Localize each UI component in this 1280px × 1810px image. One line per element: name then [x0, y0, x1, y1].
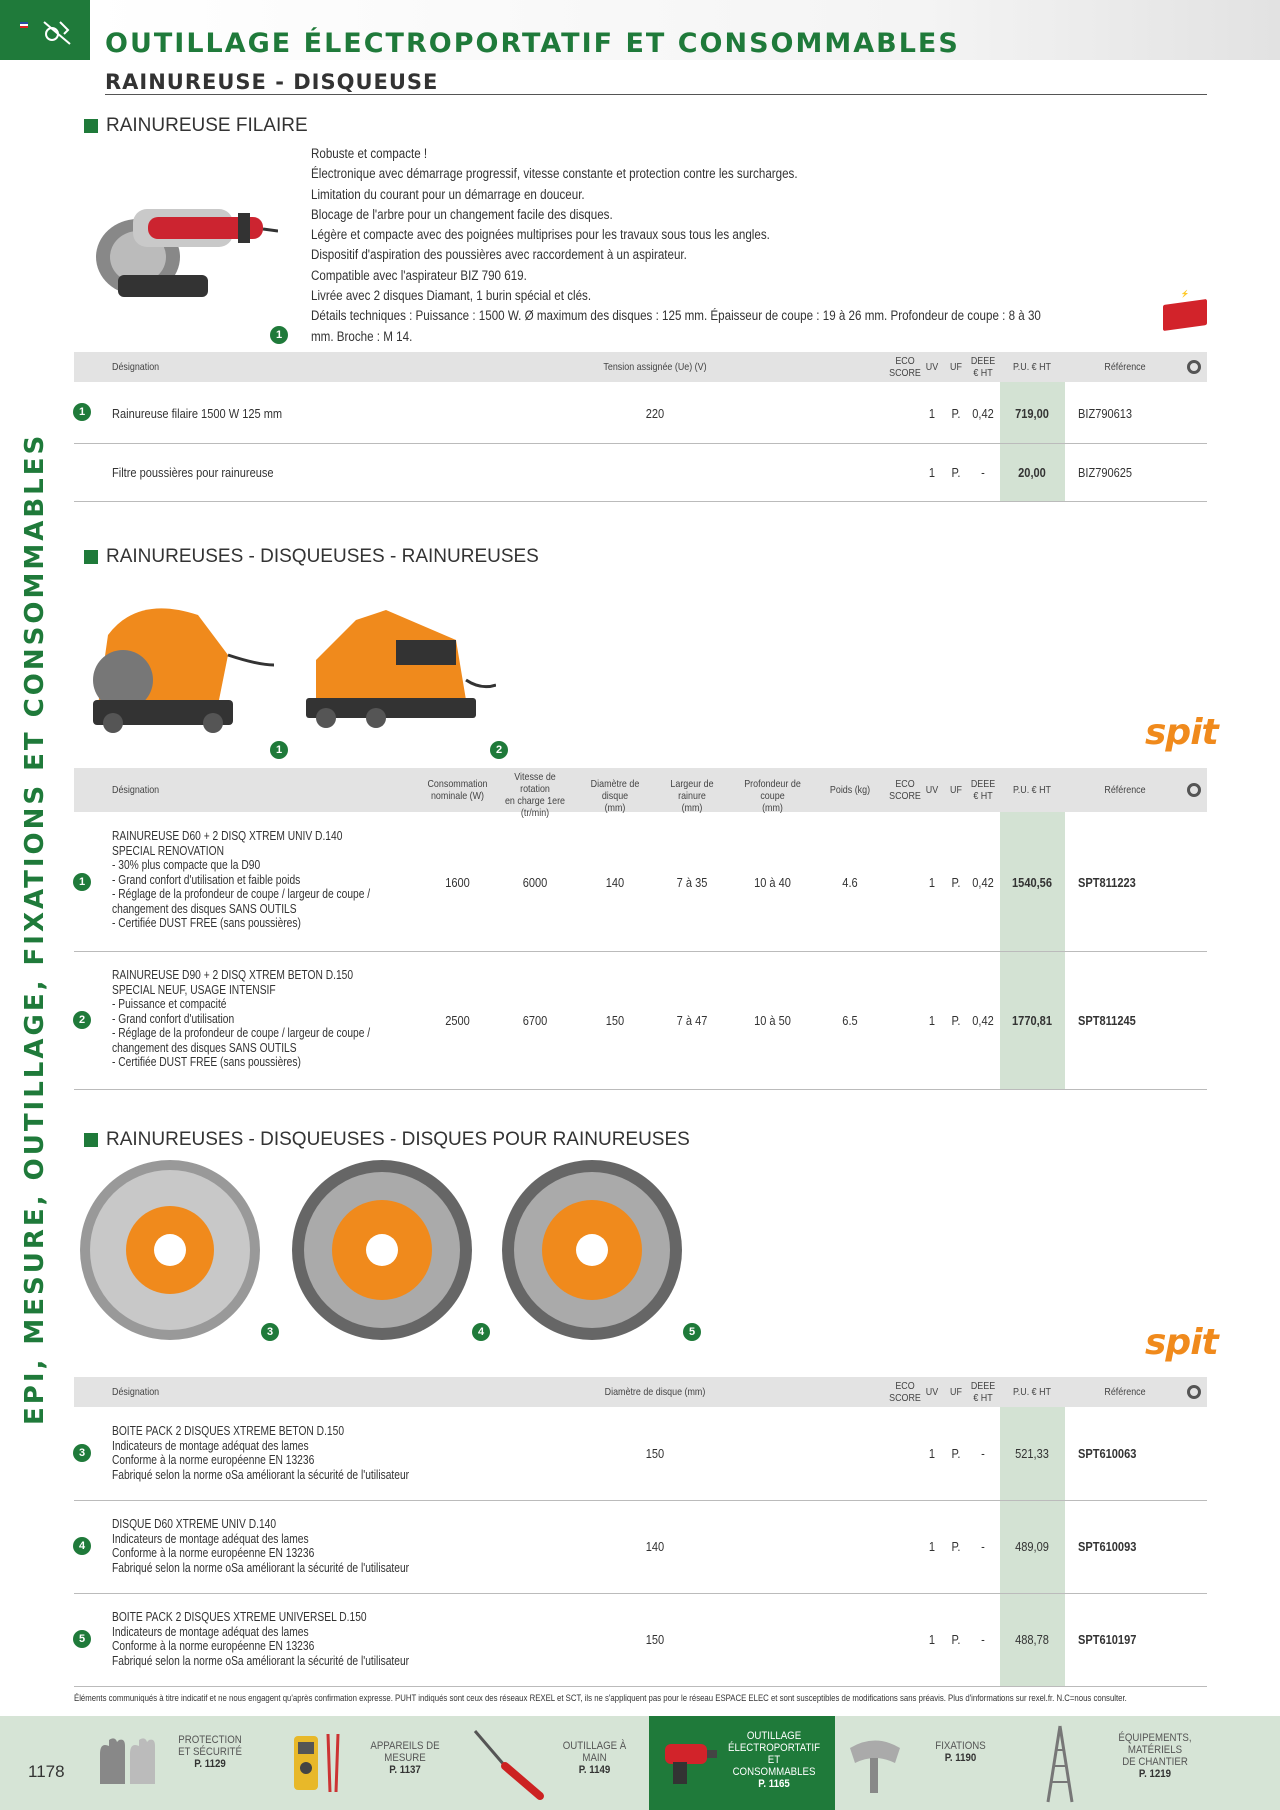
row-number-badge: 5: [73, 1630, 91, 1648]
section-marker-icon: [84, 1133, 98, 1147]
row-reference: SPT811223: [1078, 875, 1136, 890]
price-column-bg: [1000, 768, 1065, 1090]
row-deee: 0,42: [972, 406, 994, 421]
nav-page: P. 1190: [944, 1752, 977, 1764]
row-diametre: 150: [605, 1013, 625, 1028]
nav-label-line: DE CHANTIER: [1122, 1756, 1188, 1768]
settings-icon[interactable]: [1187, 360, 1201, 374]
designation-line: Conforme à la norme européenne EN 13236: [112, 1639, 315, 1653]
prof-line1: Profondeur de coupe: [744, 778, 801, 802]
nav-appareils-mesure[interactable]: [285, 1716, 465, 1810]
section-title-rainureuse-filaire: [84, 115, 308, 137]
row-divider: [74, 443, 1207, 444]
spit-logo: spit: [1145, 712, 1218, 753]
row-divider: [74, 1500, 1207, 1501]
designation-line: - Grand confort d'utilisation et faible poids: [112, 872, 301, 887]
rainureuse-filaire-image: [78, 195, 278, 310]
designation-line: - 30% plus compacte que la D90: [112, 858, 261, 872]
col-header-conso: [426, 778, 490, 802]
row-poids: 6.5: [842, 1013, 858, 1028]
col-header-reference: Référence: [1104, 1386, 1146, 1398]
deee-line2: € HT: [973, 367, 993, 379]
image-number-badge: 5: [683, 1323, 701, 1341]
nav-label-line: FIXATIONS: [935, 1740, 986, 1752]
row-deee: -: [981, 1632, 985, 1647]
designation-line: changement des disques SANS OUTILS: [112, 901, 297, 916]
flag-icon: [20, 22, 28, 28]
desc-line: Dispositif d'aspiration des poussières avec raccordement à un aspirateur.: [311, 247, 687, 263]
row-uf: P.: [951, 406, 961, 421]
nav-label-line: OUTILLAGE À MAIN: [562, 1740, 627, 1764]
row-designation: Rainureuse filaire 1500 W 125 mm: [112, 406, 283, 421]
section-title-text: RAINUREUSES - DISQUEUSES - RAINUREUSES: [106, 546, 539, 567]
row-designation: [112, 1517, 409, 1575]
row-deee: -: [981, 1446, 985, 1461]
footer-disclaimer: Éléments communiqués à titre indicatif et ne nous engagent qu'après confirmation expresse. PUHT indiqués sont ceux des réseaux REXEL et SCT, ils ne s'appliquent pas pour le réseau ESPACE ELEC et sont susceptibles de modifications sans préavis. Plus d'informations sur rexel.fr. N.C=nous consulter.: [74, 1693, 1127, 1704]
designation-line: Indicateurs de montage adéquat des lames: [112, 1531, 309, 1546]
desc-line: Blocage de l'arbre pour un changement facile des disques.: [311, 206, 613, 222]
gloves-icon: [95, 1734, 165, 1790]
eco-line1: ECO: [895, 778, 915, 790]
nav-label-line: ET CONSOMMABLES: [732, 1754, 816, 1778]
col-header-designation: Désignation: [112, 361, 160, 373]
row-designation: [112, 1610, 409, 1668]
col-header-reference: Référence: [1104, 784, 1146, 796]
desc-line: Détails techniques : Puissance : 1500 W. Ø maximum des disques : 125 mm. Épaisseur de coupe : 19 à 26 mm. Profondeur de coupe : 8 à 30: [311, 308, 1041, 324]
header-logo-box: [0, 0, 90, 60]
col-header-eco: [888, 778, 922, 802]
col-header-price: P.U. € HT: [1012, 1386, 1052, 1398]
settings-icon[interactable]: [1187, 783, 1201, 797]
row-reference: SPT610197: [1078, 1632, 1137, 1647]
row-profondeur: 10 à 50: [754, 1013, 791, 1028]
side-category-text: EPI, MESURE, OUTILLAGE, FIXATIONS ET CONSOMMABLES: [20, 432, 50, 1425]
eco-line2: SCORE: [889, 790, 921, 802]
row-designation: [112, 1424, 409, 1482]
designation-line: Conforme à la norme européenne EN 13236: [112, 1453, 315, 1467]
nav-outillage-electroportatif[interactable]: [649, 1716, 835, 1810]
deee-line1: DEEE: [970, 355, 996, 367]
nav-label-line: ET SÉCURITÉ: [178, 1746, 242, 1758]
section-marker-icon: [84, 550, 98, 564]
row-number-badge: 4: [73, 1537, 91, 1555]
col-header-deee: [970, 355, 996, 379]
tools-icon: [40, 18, 74, 46]
section-marker-icon: [84, 119, 98, 133]
image-number-badge: 1: [270, 326, 288, 344]
deee-line2: € HT: [973, 1392, 993, 1404]
row-uf: P.: [951, 1632, 961, 1647]
nav-page: P. 1137: [389, 1764, 421, 1776]
col-header-uv: UV: [925, 361, 939, 373]
drill-icon: [659, 1736, 719, 1788]
eco-line2: SCORE: [889, 1392, 921, 1404]
row-price: 1770,81: [1012, 1013, 1052, 1028]
designation-line: RAINUREUSE D90 + 2 DISQ XTREM BETON D.150: [112, 968, 354, 982]
nav-protection-securite[interactable]: [90, 1716, 260, 1810]
col-header-uv: UV: [925, 784, 939, 796]
col-header-uf: UF: [950, 784, 962, 796]
designation-line: Conforme à la norme européenne EN 13236: [112, 1546, 315, 1560]
nav-label-line: ÉQUIPEMENTS, MATÉRIELS: [1118, 1732, 1192, 1756]
row-divider: [74, 1089, 1207, 1090]
nav-page: P. 1219: [1138, 1768, 1172, 1780]
nav-label: [726, 1730, 823, 1790]
prof-line2: (mm): [762, 802, 783, 814]
row-deee: -: [981, 1539, 985, 1554]
eco-line1: ECO: [895, 1380, 915, 1392]
row-reference: SPT811245: [1078, 1013, 1136, 1028]
multimeter-icon: [290, 1730, 346, 1796]
col-header-deee: [970, 1380, 996, 1404]
desc-line: mm. Broche : M 14.: [311, 328, 413, 344]
row-price: 521,33: [1015, 1446, 1049, 1461]
row-deee: 0,42: [972, 1013, 994, 1028]
designation-line: Indicateurs de montage adéquat des lames: [112, 1438, 309, 1453]
row-uf: P.: [951, 1539, 961, 1554]
image-number-badge: 4: [472, 1323, 490, 1341]
row-number-badge: 3: [73, 1444, 91, 1462]
nav-equipements-chantier[interactable]: [1030, 1716, 1230, 1810]
designation-line: DISQUE D60 XTREME UNIV D.140: [112, 1517, 277, 1531]
col-header-reference: Référence: [1104, 361, 1146, 373]
col-header-uf: UF: [950, 1386, 962, 1398]
row-divider: [74, 501, 1207, 502]
nav-page: P. 1149: [578, 1764, 611, 1776]
designation-line: BOITE PACK 2 DISQUES XTREME UNIVERSEL D.150: [112, 1610, 367, 1624]
settings-icon[interactable]: [1187, 1385, 1201, 1399]
page-title: OUTILLAGE ÉLECTROPORTATIF ET CONSOMMABLES: [105, 28, 960, 59]
row-number-badge: 1: [73, 403, 91, 421]
desc-line: Légère et compacte avec des poignées multiprises pour les travaux sous tous les angles.: [311, 227, 770, 243]
col-header-eco: [888, 355, 922, 379]
col-header-tension: Tension assignée (Ue) (V): [603, 361, 707, 373]
row-conso: 1600: [445, 875, 470, 890]
disque-beton-image: [78, 1158, 262, 1342]
nav-page: P. 1129: [194, 1758, 226, 1770]
row-uv: 1: [928, 406, 936, 421]
row-reference: BIZ790613: [1078, 406, 1133, 421]
col-header-uv: UV: [925, 1386, 939, 1398]
designation-line: SPECIAL NEUF, USAGE INTENSIF: [112, 982, 276, 997]
col-header-diametre: Diamètre de disque (mm): [604, 1386, 706, 1398]
col-header-profondeur: [736, 778, 808, 814]
nav-label-line: PROTECTION: [178, 1734, 242, 1746]
section-title-disques: [84, 1129, 690, 1151]
page-subtitle: RAINUREUSE - DISQUEUSE: [105, 70, 439, 94]
row-reference: BIZ790625: [1078, 465, 1133, 480]
spit-logo: spit: [1145, 1322, 1218, 1363]
row-profondeur: 10 à 40: [754, 875, 791, 890]
image-number-badge: 3: [261, 1323, 279, 1341]
row-uv: 1: [928, 465, 936, 480]
disque-universel-image: [500, 1158, 684, 1342]
col-header-designation: Désignation: [112, 784, 160, 796]
desc-line: Électronique avec démarrage progressif, vitesse constante et protection contre les surcharges.: [311, 166, 798, 182]
rainureuse-d60-image: [78, 595, 274, 740]
largeur-line2: (mm): [681, 802, 703, 814]
row-uv: 1: [928, 875, 936, 890]
row-uf: P.: [951, 1446, 961, 1461]
vitesse-line1: Vitesse de rotation: [514, 771, 556, 795]
row-designation: [112, 829, 370, 931]
fixation-icon: [840, 1728, 910, 1798]
largeur-line1: Largeur de rainure: [670, 778, 714, 802]
nav-label: [553, 1740, 637, 1776]
row-divider: [74, 1686, 1207, 1687]
col-header-diametre: [581, 778, 649, 814]
row-uf: P.: [951, 875, 961, 890]
desc-line: Limitation du courant pour un démarrage en douceur.: [311, 186, 585, 202]
designation-line: Fabriqué selon la norme oSa améliorant la sécurité de l'utilisateur: [112, 1560, 410, 1575]
conso-line2: nominale (W): [430, 790, 485, 802]
desc-line: Livrée avec 2 disques Diamant, 1 burin spécial et clés.: [311, 288, 592, 304]
designation-line: - Certifiée DUST FREE (sans poussières): [112, 1055, 301, 1069]
designation-line: Fabriqué selon la norme oSa améliorant la sécurité de l'utilisateur: [112, 1653, 410, 1668]
row-number-badge: 2: [73, 1011, 91, 1029]
designation-line: Indicateurs de montage adéquat des lames: [112, 1624, 309, 1639]
nav-label: [1098, 1732, 1212, 1780]
desc-line: Compatible avec l'aspirateur BIZ 790 619.: [311, 267, 527, 283]
row-divider: [74, 951, 1207, 952]
designation-line: changement des disques SANS OUTILS: [112, 1040, 297, 1055]
disque-d60-image: [290, 1158, 474, 1342]
designation-line: - Grand confort d'utilisation: [112, 1011, 235, 1026]
row-designation: [112, 968, 370, 1070]
eco-line1: ECO: [895, 355, 915, 367]
conso-line1: Consommation: [427, 778, 488, 790]
designation-line: BOITE PACK 2 DISQUES XTREME BETON D.150: [112, 1424, 345, 1438]
nav-fixations[interactable]: [835, 1716, 1010, 1810]
col-header-eco: [888, 1380, 922, 1404]
row-price: 20,00: [1018, 465, 1046, 480]
eco-line2: SCORE: [889, 367, 921, 379]
designation-line: - Réglage de la profondeur de coupe / largeur de coupe /: [112, 887, 371, 901]
designation-line: - Puissance et compacité: [112, 997, 227, 1011]
col-header-price: P.U. € HT: [1012, 784, 1052, 796]
diam-line1: Diamètre de disque: [590, 778, 640, 802]
nav-label-line: APPAREILS DE MESURE: [370, 1740, 440, 1764]
deee-line1: DEEE: [970, 778, 996, 790]
row-diametre: 150: [645, 1446, 665, 1461]
col-header-vitesse: [501, 771, 569, 819]
row-price: 1540,56: [1012, 875, 1052, 890]
designation-line: Fabriqué selon la norme oSa améliorant la sécurité de l'utilisateur: [112, 1467, 410, 1482]
rainureuse-d90-image: [296, 600, 496, 740]
subtitle-divider: [105, 94, 1207, 95]
row-price: 488,78: [1015, 1632, 1049, 1647]
nav-label-line: OUTILLAGE: [746, 1730, 802, 1742]
section-title-rainureuses: [84, 546, 539, 568]
image-number-badge: 1: [270, 741, 288, 759]
row-uf: P.: [951, 465, 961, 480]
row-deee: -: [981, 465, 985, 480]
product-description: [311, 144, 1059, 347]
row-diametre: 150: [645, 1632, 665, 1647]
section-title-text: RAINUREUSES - DISQUEUSES - DISQUES POUR RAINUREUSES: [106, 1129, 690, 1150]
designation-line: - Réglage de la profondeur de coupe / largeur de coupe /: [112, 1026, 371, 1040]
col-header-price: P.U. € HT: [1012, 361, 1052, 373]
diam-line2: (mm): [604, 802, 626, 814]
row-reference: SPT610093: [1078, 1539, 1137, 1554]
row-uv: 1: [928, 1632, 936, 1647]
nav-outillage-main[interactable]: [465, 1716, 645, 1810]
row-largeur: 7 à 47: [676, 1013, 708, 1028]
section-title-text: RAINUREUSE FILAIRE: [106, 115, 308, 136]
row-divider: [74, 1593, 1207, 1594]
col-header-largeur: [658, 778, 726, 814]
ladder-icon: [1040, 1724, 1080, 1804]
screwdriver-icon: [470, 1726, 550, 1800]
desc-line: Robuste et compacte !: [311, 146, 428, 161]
row-poids: 4.6: [842, 875, 858, 890]
nav-page: P. 1165: [758, 1778, 790, 1790]
row-deee: 0,42: [972, 875, 994, 890]
col-header-deee: [970, 778, 996, 802]
page-number: 1178: [28, 1762, 65, 1781]
row-vitesse: 6000: [522, 875, 548, 890]
designation-line: - Certifiée DUST FREE (sans poussières): [112, 916, 301, 930]
nav-label-line: ÉLECTROPORTATIF: [728, 1742, 820, 1754]
row-uv: 1: [928, 1446, 936, 1461]
col-header-designation: Désignation: [112, 1386, 160, 1398]
nav-label: [357, 1740, 454, 1776]
milwaukee-logo: ⚡: [1163, 290, 1207, 338]
row-largeur: 7 à 35: [676, 875, 708, 890]
col-header-uf: UF: [950, 361, 962, 373]
row-diametre: 140: [645, 1539, 665, 1554]
designation-line: SPECIAL RENOVATION: [112, 843, 225, 858]
row-uf: P.: [951, 1013, 961, 1028]
nav-label: [928, 1740, 994, 1764]
designation-line: RAINUREUSE D60 + 2 DISQ XTREM UNIV D.140: [112, 829, 343, 843]
row-diametre: 140: [605, 875, 625, 890]
row-uv: 1: [928, 1013, 936, 1028]
deee-line1: DEEE: [970, 1380, 996, 1392]
vitesse-line2: en charge 1ere: [504, 795, 566, 807]
row-uv: 1: [928, 1539, 936, 1554]
nav-label: [175, 1734, 245, 1770]
row-vitesse: 6700: [522, 1013, 548, 1028]
row-price: 719,00: [1015, 406, 1049, 421]
row-designation: Filtre poussières pour rainureuse: [112, 465, 274, 480]
deee-line2: € HT: [973, 790, 993, 802]
col-header-poids: Poids (kg): [829, 784, 871, 796]
row-price: 489,09: [1015, 1539, 1049, 1554]
row-number-badge: 1: [73, 873, 91, 891]
image-number-badge: 2: [490, 741, 508, 759]
row-reference: SPT610063: [1078, 1446, 1137, 1461]
row-tension: 220: [645, 406, 665, 421]
vitesse-line3: (tr/min): [520, 807, 550, 819]
row-conso: 2500: [445, 1013, 470, 1028]
